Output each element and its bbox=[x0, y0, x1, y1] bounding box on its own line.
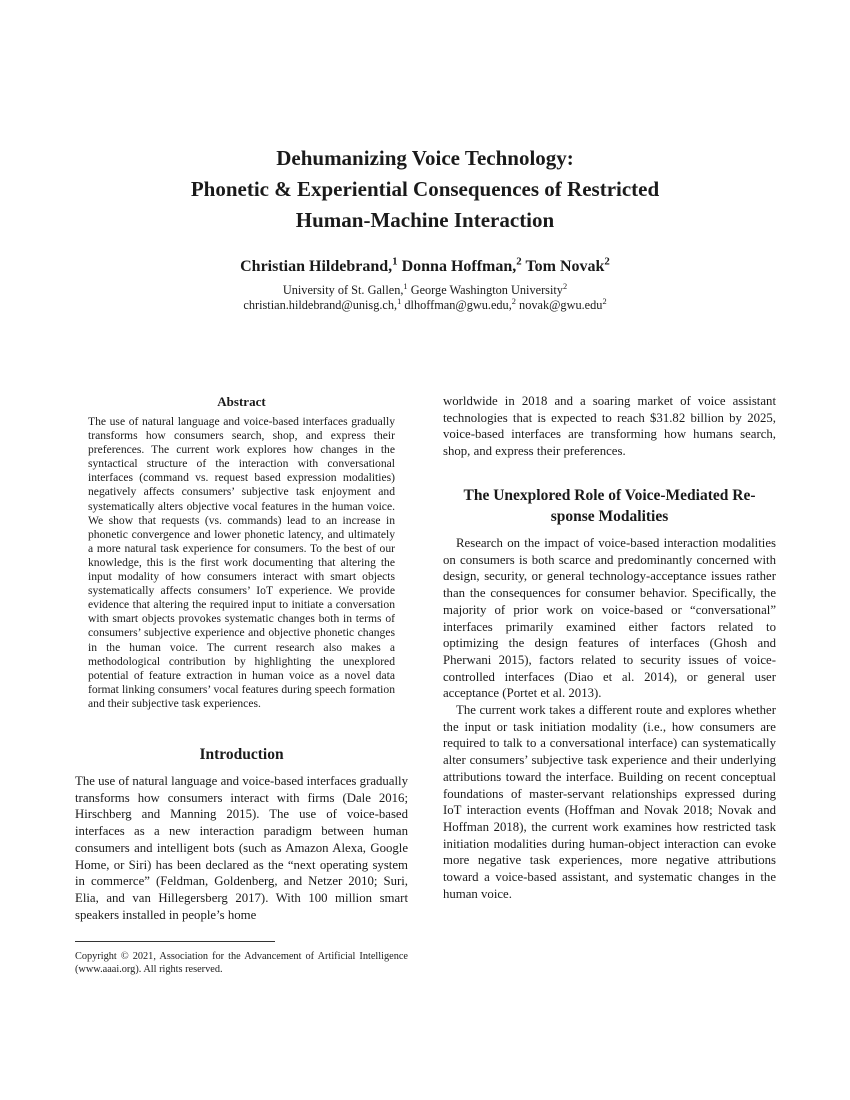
section-heading-line-2: sponse Modalities bbox=[550, 508, 669, 525]
introduction-section bbox=[75, 744, 408, 923]
email-line bbox=[0, 298, 850, 313]
title-line-1: Dehumanizing Voice Technology: bbox=[276, 146, 574, 170]
section-paragraph: Research on the impact of voice-based interaction modalities on consumers is both scarce and predominantly concerned with design, security, or general technology-acceptance issues rather than the consequences for consumer behavior. Specifically, the majority of prior work on voice-based or “conversational” interfaces primarily examined either factors related to optimizing the design features of interfaces (Ghosh and Pherwani 2015), factors related to security issues of voice-controlled interfaces (Diao et al. 2014), or general user acceptance (Portet et al. 2013). bbox=[443, 536, 776, 701]
affiliation-university: University of St. Gallen, bbox=[282, 283, 404, 297]
author-email: christian.hildebrand@unisg.ch, bbox=[243, 298, 398, 312]
author-name: Tom Novak bbox=[525, 258, 605, 275]
title-line-2: Phonetic & Experiential Consequences of Restricted bbox=[190, 177, 660, 201]
affiliation-mark: 1 bbox=[403, 281, 408, 291]
author-name: Christian Hildebrand, bbox=[240, 258, 393, 275]
email-mark: 2 bbox=[602, 296, 607, 306]
section-paragraph: The current work takes a different route and explores whether the input or task initiation modality (i.e., how consumers are required to talk to a conversational interface) can systematically alter consumers’ subjective task experience and their underlying attributions toward the interface. Building on recent conceptual foundations of master-servant relationships expressed during IoT interaction events (Hoffman and Novak 2018; Novak and Hoffman 2018), the current work examines how restricted task initiation modalities during human-object interaction can evoke more negative task experiences, more negative attributions toward a voice-based assistant, and systematic changes in the human voice. bbox=[443, 703, 776, 901]
email-mark: 2 bbox=[511, 296, 516, 306]
introduction-continued bbox=[443, 393, 776, 460]
author-name: Donna Hoffman, bbox=[401, 258, 517, 275]
introduction-text: The use of natural language and voice-based interfaces gradually transforms how consumers interact with firms (Dale 2016; Hirschberg and Manning 2015). The use of voice-based interfaces as a new interaction paradigm between human consumers and intelligent bots (such as Amazon Alexa, Google Home, or Siri) has been declared as the “next operating system in commerce” (Feldman, Goldenberg, and Netzer 2010; Suri, Elia, and van Hillegersberg 2017). With 100 million smart speakers installed in people’s home bbox=[75, 774, 408, 922]
footnote-divider bbox=[75, 941, 275, 942]
affiliation-line bbox=[0, 283, 850, 298]
abstract-section bbox=[75, 394, 408, 711]
author-email: dlhoffman@gwu.edu, bbox=[404, 298, 512, 312]
abstract-text: The use of natural language and voice-based interfaces gradually transforms how consumers search, shop, and express their preferences. The current work explores how changes in the syntactical structure of the interaction with conversational interfaces (command vs. request based expression modalities) negatively affects consumers’ subjective task enjoyment and systematically alters objective vocal features in the human voice. We show that requests (vs. commands) lead to an increase in phonetic convergence and lower phonetic latency, and ultimately a more natural task experience for consumers. To the best of our knowledge, this is the first work documenting that altering the input modality of how consumers interact with smart objects systematically affects consumers’ IoT experience. We provide evidence that altering the required input to initiate a conversation with smart objects provokes systematic changes both in terms of consumers’ subjective experience and objective phonetic changes in the human voice. The current research also makes a methodological contribution by highlighting the unexplored potential of feature extraction in human voice as a novel data format linking consumers’ vocal features during speech formation and their subjective task experiences. bbox=[88, 415, 395, 710]
title-line-3: Human-Machine Interaction bbox=[295, 208, 555, 232]
author-affiliation-mark: 2 bbox=[604, 255, 610, 268]
introduction-continued-text: worldwide in 2018 and a soaring market of voice assistant technologies that is expected to reach $31.82 billion by 2025, voice-based interfaces are transforming how humans search, shop, and express their preferences. bbox=[443, 394, 776, 459]
abstract-heading: Abstract bbox=[217, 394, 266, 409]
author-affiliation-mark: 2 bbox=[516, 255, 522, 268]
copyright-footnote: Copyright © 2021, Association for the Advancement of Artificial Intelligence (www.aaai.org). All rights reserved. bbox=[75, 951, 408, 975]
affiliation-mark: 2 bbox=[562, 281, 568, 291]
paper-title bbox=[0, 143, 850, 236]
author-email: novak@gwu.edu bbox=[519, 298, 603, 312]
introduction-heading: Introduction bbox=[199, 746, 284, 763]
author-affiliation-mark: 1 bbox=[392, 255, 398, 268]
email-mark: 1 bbox=[397, 296, 402, 306]
unexplored-role-section bbox=[443, 485, 776, 902]
affiliation-university: George Washington University bbox=[410, 283, 563, 297]
section-heading-line-1: The Unexplored Role of Voice-Mediated Re- bbox=[463, 487, 756, 504]
author-list bbox=[0, 255, 850, 276]
